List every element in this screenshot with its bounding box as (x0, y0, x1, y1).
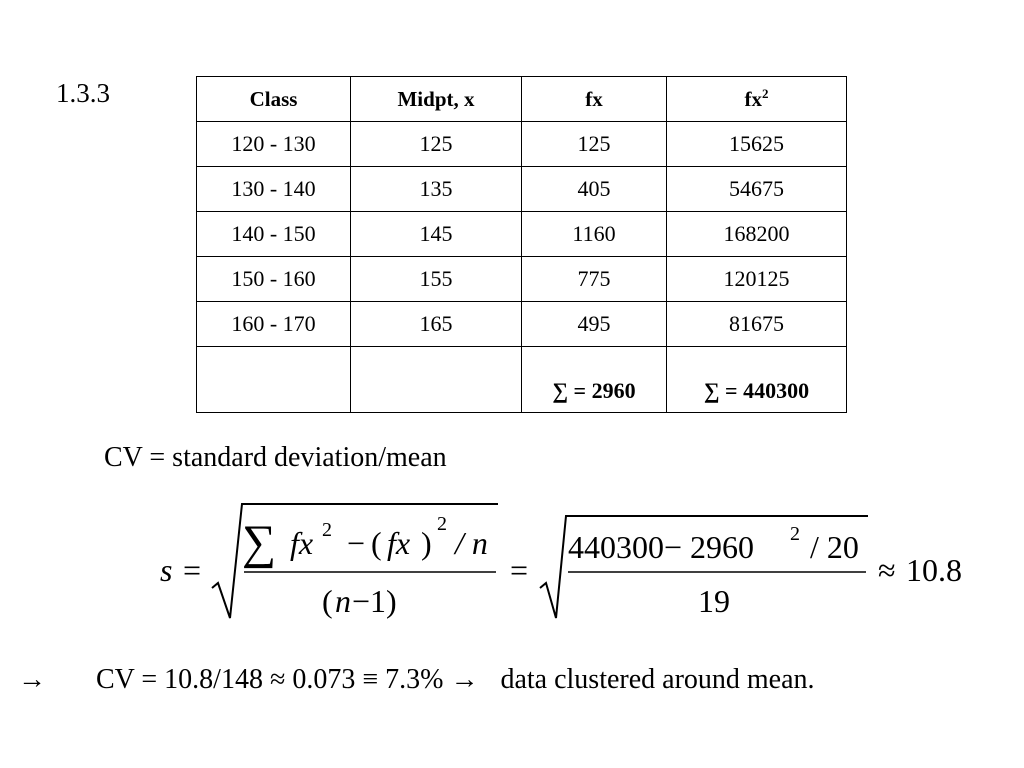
numerator-fx-inner: fx (387, 525, 411, 561)
cell-fx: 495 (522, 302, 667, 347)
formula-equals-1: = (183, 552, 202, 588)
cell-fx: 1160 (522, 212, 667, 257)
cell-midpoint: 155 (351, 257, 522, 302)
cell-empty (351, 347, 522, 413)
numerator-rparen: ) (421, 525, 432, 561)
cell-midpoint: 135 (351, 167, 522, 212)
total-fx-squared: ∑ = 440300 (667, 347, 847, 413)
section-number: 1.3.3 (56, 78, 110, 108)
table-total-row (197, 347, 847, 413)
header-midpoint: Midpt, x (351, 77, 522, 122)
sum-symbol: ∑ (242, 516, 277, 569)
frequency-table (196, 76, 847, 413)
header-fx: fx (522, 77, 667, 122)
cv-calculation: CV = 10.8/148 ≈ 0.073 ≡ 7.3% → (96, 664, 479, 695)
cell-fx: 775 (522, 257, 667, 302)
formula-s: s (160, 552, 173, 588)
table-row (197, 122, 847, 167)
cell-class: 130 - 140 (197, 167, 351, 212)
cell-class: 150 - 160 (197, 257, 351, 302)
denominator-rest: −1) (352, 583, 397, 619)
std-dev-formula (0, 490, 1024, 630)
header-fx-squared-exponent: 2 (761, 85, 769, 101)
table-row (197, 302, 847, 347)
numerator-exponent: 2 (322, 519, 332, 541)
header-class: Class (197, 77, 351, 122)
table-row (197, 167, 847, 212)
header-fx-squared-base: fx (744, 86, 762, 111)
cell-fx: 125 (522, 122, 667, 167)
cell-class: 120 - 130 (197, 122, 351, 167)
cell-midpoint: 145 (351, 212, 522, 257)
numerator-values-tail: / 20 (810, 529, 859, 565)
denominator-n: n (335, 583, 351, 619)
cell-fx-squared: 15625 (667, 122, 847, 167)
numerator-values-exponent: 2 (790, 523, 800, 545)
cell-midpoint: 125 (351, 122, 522, 167)
formula-equals-2: = (510, 552, 529, 588)
numerator-fx: fx (290, 525, 314, 561)
total-fx: ∑ = 2960 (522, 347, 667, 413)
conclusion-line (18, 664, 815, 696)
cell-fx-squared: 120125 (667, 257, 847, 302)
table-row (197, 212, 847, 257)
formula-result: 10.8 (906, 552, 962, 588)
cell-fx-squared: 168200 (667, 212, 847, 257)
table-header-row (197, 77, 847, 122)
numerator-slash-n: / n (455, 525, 488, 561)
numerator-exponent-2: 2 (437, 513, 447, 535)
cell-class: 140 - 150 (197, 212, 351, 257)
denominator-value: 19 (698, 583, 730, 619)
denominator-open: ( (322, 583, 333, 619)
cell-fx-squared: 81675 (667, 302, 847, 347)
cell-fx-squared: 54675 (667, 167, 847, 212)
cell-empty (197, 347, 351, 413)
approx-symbol: ≈ (878, 552, 896, 588)
conclusion-result: data clustered around mean. (500, 664, 815, 695)
arrow-icon: → (18, 664, 46, 695)
numerator-values: 440300− 2960 (568, 529, 755, 565)
numerator-lparen: ( (371, 525, 382, 561)
cv-definition: CV = standard deviation/mean (104, 442, 447, 473)
numerator-minus: − (347, 525, 366, 561)
header-fx-squared (667, 77, 847, 122)
cell-fx: 405 (522, 167, 667, 212)
cell-class: 160 - 170 (197, 302, 351, 347)
table-row (197, 257, 847, 302)
cell-midpoint: 165 (351, 302, 522, 347)
